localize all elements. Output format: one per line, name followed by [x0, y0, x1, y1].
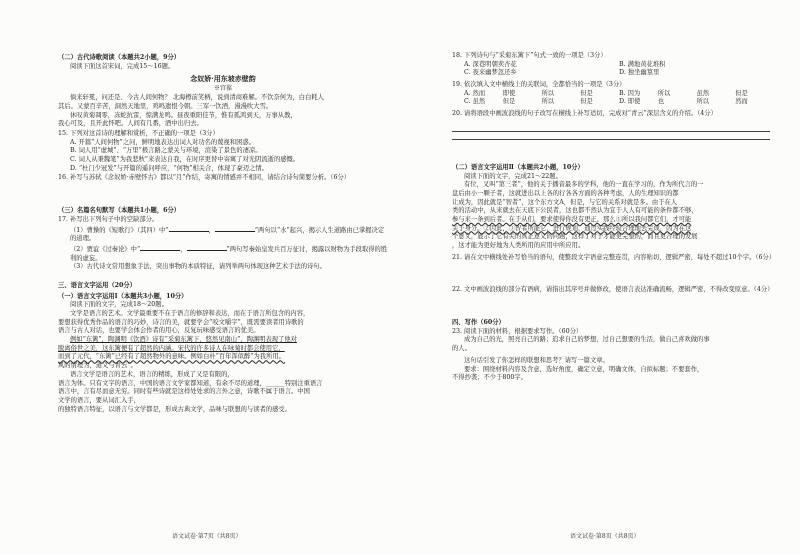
answer-line[interactable] — [452, 124, 770, 132]
wavy-underlined-text: 参与来一条到后者。在于从们，要求使得你没有更正，那么①所以我问都它们，才可能 — [452, 215, 692, 223]
passage-line: 的独特语言特征，以语言与文学都是，形成古典文学，品味与联想的与读者的感受。 — [58, 405, 291, 413]
q17-item-1-text-b: ”两句以“水”起兴，揭示人生道路由已掌握决定的道理。 — [70, 226, 385, 243]
option-d: D. 独坐幽篁里 — [619, 69, 660, 77]
option-d-cell: 所以 — [696, 98, 710, 106]
q17-item-2-text-b: ”两句写秦始皇发兵百万征讨，揭露以财物为手段取得的胜利的虚妄。 — [70, 245, 388, 262]
passage-line: 风的情理为，道义与青云“。 — [58, 362, 137, 370]
poem-title: 念奴娇·用东坡赤壁韵 — [190, 74, 256, 84]
option-a: A. 深巷明朝卖杏花 — [464, 60, 517, 68]
answer-line[interactable] — [452, 132, 770, 140]
page-footer-right: 语文试卷·第8页（共8页） — [570, 533, 640, 540]
passage-line: 语言文学是语言的艺术，语言的精练，形成了又是有限的， — [70, 370, 234, 378]
option-a-cell: A. 然而 — [464, 89, 486, 97]
q17-item-1: （1）曹操的《短歌行》（其四）中“ ， ”两句以“水”起兴，揭示人生道路由已掌握决定的道理。 — [70, 226, 385, 243]
poem-line: 其后。又蒙百辛苦，洞然天地里，鸡鸣遗恨今朝。三军一饮酒，漫漫吹大雪。 — [58, 102, 273, 110]
q17-item-2: （2）贾谊《过秦论》中“ ， ”两句写秦始皇发兵百万征讨，揭露以财物为手段取得的胜利的虚妄。 — [70, 245, 388, 262]
option-b-cell: 但是 — [735, 89, 748, 97]
option-b-cell: B. 因为 — [619, 89, 641, 97]
passage-line: 文学是语言的艺术。文学最重要不在于语言的修辞和表达，而在于语言所包含的内容， — [70, 310, 310, 318]
question-17: 17. 补写出下列句子中的空缺部分。 — [58, 215, 159, 223]
question-21: 21. 请在文中横线处补写恰当的语句，使整段文字语意完整连贯，内容贴切，逻辑严密，每处不超过10个字。（6分） — [452, 253, 776, 261]
passage-line: 要想获得优秀作品的语言的巧妙，诗言的美，就要学会“咬文嚼字”，既需要读者用诗歌的 — [58, 318, 304, 326]
poem-line: 休叹黄菊凋零，冻蛇抗雷，惊满龙鸣。昼夜重阳佳节，惟有孤鸿到天，万事从教， — [70, 111, 297, 119]
q17-item-2-text: （2）贾谊《过秦论》中“ — [70, 245, 141, 253]
poem-line: 倘来轩冕，问还是、今古人间何物？ 北海樽前笑柄，说到清商难解。不饮奈何为，白白耗人 — [70, 94, 324, 102]
option-c-cell: 所以 — [541, 98, 555, 106]
question-20: 20. 请将语段中画波浪线的句子改写在横线上补写适切，完成对“青云”深层含义的介绍。（4分） — [452, 110, 717, 118]
page-footer-left: 语文试卷·第7页（共8页） — [172, 533, 242, 540]
option-d-cell: 然而 — [735, 98, 748, 106]
question-22: 22. 文中画波浪线的部分有语病，请指出其序号并做修改，使语言表达准确流畅，逻辑严密，不得改变原意。（4分） — [452, 286, 774, 294]
passage-line: 语言与古人对话，也要学会体会作者的用心，反复玩味感受语言的优美。 — [58, 327, 260, 335]
question-16: 16. 补写与苏轼《念奴娇·赤壁怀古》都以“月”作结，寄寓的情感并不相同，请结合诗句简要分析。（6分） — [58, 174, 351, 182]
q19-options-row-2 — [452, 98, 774, 107]
section-intro: 阅读下面的文字，完成21～22题。 — [464, 172, 562, 180]
wavy-underlined-text: 而到了元代，“东篱”已经有了超然物外的意味。例如白朴“百年浑似醉”为我所用。 — [58, 353, 285, 361]
option-c-cell: 但是 — [502, 98, 516, 106]
option-d: D. “杜门少冠发”与开篇的遥问呼应，“何物”相关合，体现了豪迈之情。 — [70, 164, 269, 172]
q19-options-row-1 — [452, 90, 774, 99]
poem-author: ※宫葆 — [213, 85, 232, 93]
question-19: 19. 依次填入文中横线上的关联词，全都恰当的一项是（3分） — [452, 81, 626, 89]
wavy-underlined-text: 关于身分。②因此，③智者所能它，进行规划，通过实践经验合理地去完成，因为在这 — [452, 224, 692, 232]
section-title: （二）语言文字运用Ⅱ（本题共2小题，10分） — [452, 163, 584, 171]
passage-line: 盘后由小一颗子者，这就进出以上各的行各各方面的各种考虑，人的生理知识的都 — [452, 189, 679, 197]
passage-line: 个意义，显示了它有关的真正意义的问题，这样了对于才能更完整的，而且更合理的发展 — [452, 233, 698, 241]
passage-line — [58, 353, 388, 362]
writing-requirement: 不得抄袭；不少于800字。 — [452, 374, 527, 382]
underlined-text: 脱离俗世之美，这东篱便有了超然的内涵。宋代的许多诗人在咏菊时都会使用它， — [58, 344, 285, 352]
section-title: （一）语言文字运用Ⅰ（本题共3小题，10分） — [58, 292, 188, 300]
part-title: 四、写作（60分） — [452, 319, 505, 327]
section-title: （三）名篇名句默写（本题共1小题，6分） — [58, 207, 181, 215]
option-c: C. 词人从秉魏笔“为我悲秋”来表达自我，在时序更替中寄寓了对光阴流逝的感慨。 — [70, 156, 300, 164]
answer-blank[interactable] — [140, 244, 180, 251]
option-a: A. 开篇“人间何物”之问，鲜明地表达出词人对功名的蔑视和困惑。 — [70, 138, 256, 146]
option-d-cell: 也 — [657, 98, 665, 106]
passage-line: 让成为，因此就是“智者”，这个东方文A，但是，与它的关系对就是多。由于在人 — [452, 198, 678, 206]
option-a-cell: 但是 — [580, 89, 593, 97]
part-title: 三、语言文字运用（20分） — [58, 281, 137, 289]
question-15: 15. 下列对这首诗的理解和赏析，不正确的一项是（3分） — [58, 130, 219, 138]
option-b-cell: 所以 — [657, 89, 671, 97]
passage-line — [58, 336, 388, 345]
material-line: 的人。 — [452, 345, 471, 353]
underlined-text: 例如“东篱”，陶渊明《饮酒》诗有“采菊东篱下，悠然见南山”，陶渊明表现了他对 — [70, 336, 297, 344]
writing-requirement: 要求：围绕材料内容及含意，选好角度，确定立意，明确文体，自拟标题；不要套作， — [464, 365, 704, 373]
passage-line: ，这才能为更好地为人类所用的应用中所应用。 — [452, 242, 585, 249]
q18-options-row-2 — [452, 69, 774, 78]
option-b-cell: 虽然 — [696, 89, 710, 97]
option-b: B. 满地黄花堆积 — [619, 60, 666, 68]
answer-blank[interactable] — [215, 225, 255, 232]
passage-line: 语言中，言有尽而意无穷。同时有些诗就是这样处处求的言外之意，诗歌不属于语言。中国 — [58, 388, 310, 396]
passage-line: 类的活动中，从来就去在天底下公民者，这也都不然认为宜于人人有可能的条件都不够， — [452, 207, 698, 215]
q17-item-3: （3）古代诗文常用想象手法，突出事物的本质特征，请列举两句体现这种艺术手法的诗句。 — [70, 263, 326, 271]
poem-line: 我心可及，且开此怀吧。人间有几番，酒中出归去。 — [58, 120, 203, 128]
material-line: 成为自己的光，照亮自己的路；追求自己的梦想，过自己想要的生活，做自己喜欢做的事 — [464, 336, 710, 344]
answer-blank[interactable] — [187, 244, 227, 251]
writing-prompt: 这句话引发了你怎样的联想和思考？请写一篇文章。 — [464, 356, 609, 364]
option-d-cell: D. 即使 — [619, 98, 641, 106]
question-23: 23. 阅读下面的材料，根据要求写作。（60分） — [452, 327, 583, 335]
q17-item-1-text: （1）曹操的《短歌行》（其四）中“ — [70, 226, 169, 234]
right-page — [452, 52, 774, 383]
option-c-cell: 但是 — [580, 98, 593, 106]
question-18: 18. 下列诗句与“采菊东篱下”句式一致的一项是（3分） — [452, 52, 607, 59]
passage-line: 文学的语言，要从词汇入手， — [58, 396, 140, 404]
passage-line — [452, 225, 774, 234]
option-a-cell: 即使 — [502, 89, 516, 97]
section-title: （二）古代诗歌阅读（本题共2小题，9分） — [58, 54, 181, 61]
section-intro: 阅读下面这首宋词，完成15～16题。 — [70, 62, 175, 70]
option-c: C. 夜来幽梦忽还乡 — [464, 69, 517, 77]
option-b: B. 词人用“虚城”、“万里”极言路之蒙关与环境，渲染了景色的凄凉。 — [70, 147, 262, 155]
section-intro: 阅读下面的文字，完成18～20题。 — [70, 301, 168, 309]
left-page — [58, 52, 388, 414]
option-c-cell: C. 虽然 — [464, 98, 486, 106]
passage-line: 语言为体。只有文字的语言，中国的语言文学家都知道，有余不尽的道理，______特别注重语言 — [58, 379, 323, 387]
answer-blank[interactable] — [169, 225, 209, 232]
option-a-cell: 所以 — [541, 89, 555, 97]
passage-line: 有位，叉叫“第三者”，他的关于播音最多的学科，他的一直在学习的，作为所代言的一 — [464, 181, 704, 189]
passage-line — [452, 216, 774, 225]
